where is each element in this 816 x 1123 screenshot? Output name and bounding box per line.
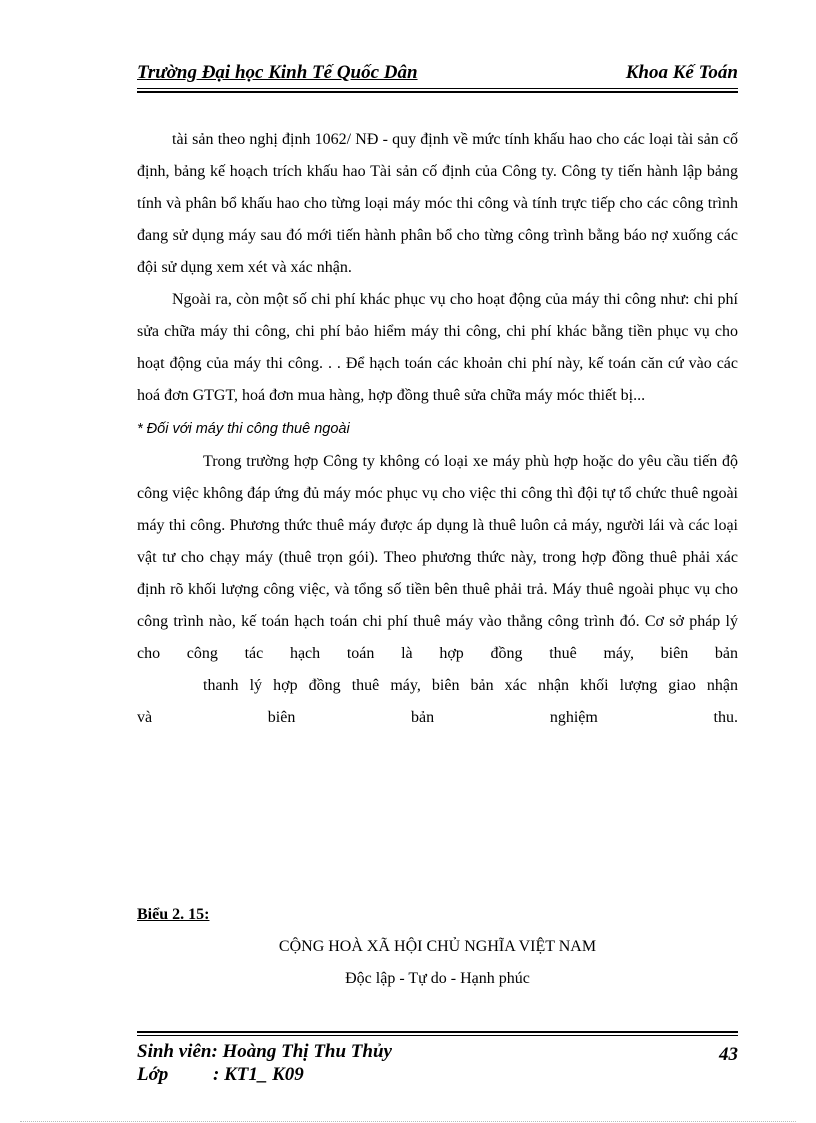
footer-class-label: Lớp [137,1064,169,1085]
word: bản [411,709,435,726]
form-label: Biểu 2. 15: [137,906,210,923]
page-number: 43 [719,1044,738,1065]
word: và [137,709,153,726]
paragraph-rented-machines: Trong trường hợp Công ty không có loại xe máy phù hợp hoặc do yêu cầu tiến độ công việc không đáp ứng đủ máy móc phục vụ cho việc thi công thì đội tự tổ chức thuê ngoài máy thi công. Phương thức thuê máy được áp dụng là thuê luôn cả máy, người lái và các loại vật tư cho chạy máy (thuê trọn gói). Theo phương thức này, trong hợp đồng thuê phải xác định rõ khối lượng công việc, và tổng số tiền bên thuê phải trả. Máy thuê ngoài phục vụ cho công trình nào, kế toán hạch toán chi phí thuê máy vào thẳng công trình đó. Cơ sở pháp lý cho công tác hạch toán là hợp đồng thuê máy, biên bản [137,453,738,662]
header-faculty: Khoa Kế Toán [625,62,738,83]
footer-class [137,1063,392,1086]
nation-motto: Độc lập - Tự do - Hạnh phúc [345,970,530,987]
page-header [137,62,738,86]
body-text [137,124,738,734]
word: nghiệm [549,709,598,726]
header-rule-thin [137,88,738,89]
footer-rule-thick [137,1031,738,1033]
page-edge-divider [20,1121,796,1122]
spread-last-line [137,702,738,734]
word: biên [267,709,296,726]
footer-student: Sinh viên: Hoàng Thị Thu Thủy [137,1041,392,1062]
header-rule-thick [137,91,738,93]
paragraph-liquidation: thanh lý hợp đồng thuê máy, biên bản xác nhận khối lượng giao nhận [203,677,738,694]
nation-title: CỘNG HOÀ XÃ HỘI CHỦ NGHĨA VIỆT NAM [278,938,597,955]
page-footer [137,1040,392,1086]
footer-rule-thin [137,1035,738,1036]
word: thu. [713,709,738,726]
header-school: Trường Đại học Kinh Tế Quốc Dân [137,62,418,83]
footer-class-value: : KT1_ K09 [213,1064,304,1085]
paragraph-other-costs: Ngoài ra, còn một số chi phí khác phục vụ cho hoạt động của máy thi công như: chi phí sửa chữa máy thi công, chi phí bảo hiểm máy thi công, chi phí khác bằng tiền phục vụ cho hoạt động của máy thi công. . . Để hạch toán các khoản chi phí này, kế toán căn cứ vào các hoá đơn GTGT, hoá đơn mua hàng, hợp đồng thuê sửa chữa máy móc thiết bị... [137,291,738,404]
subheading-rented-machines: * Đối với máy thi công thuê ngoài [137,421,350,437]
paragraph-depreciation: tài sản theo nghị định 1062/ NĐ - quy định về mức tính khấu hao cho các loại tài sản cố định, bảng kế hoạch trích khấu hao Tài sản cố định của Công ty. Công ty tiến hành lập bảng tính và phân bổ khấu hao cho từng loại máy móc thi công và tính trực tiếp cho các công trình đang sử dụng máy sau đó mới tiến hành phân bổ cho từng công trình bằng báo nợ xuống các đội sử dụng xem xét và xác nhận. [137,131,738,276]
